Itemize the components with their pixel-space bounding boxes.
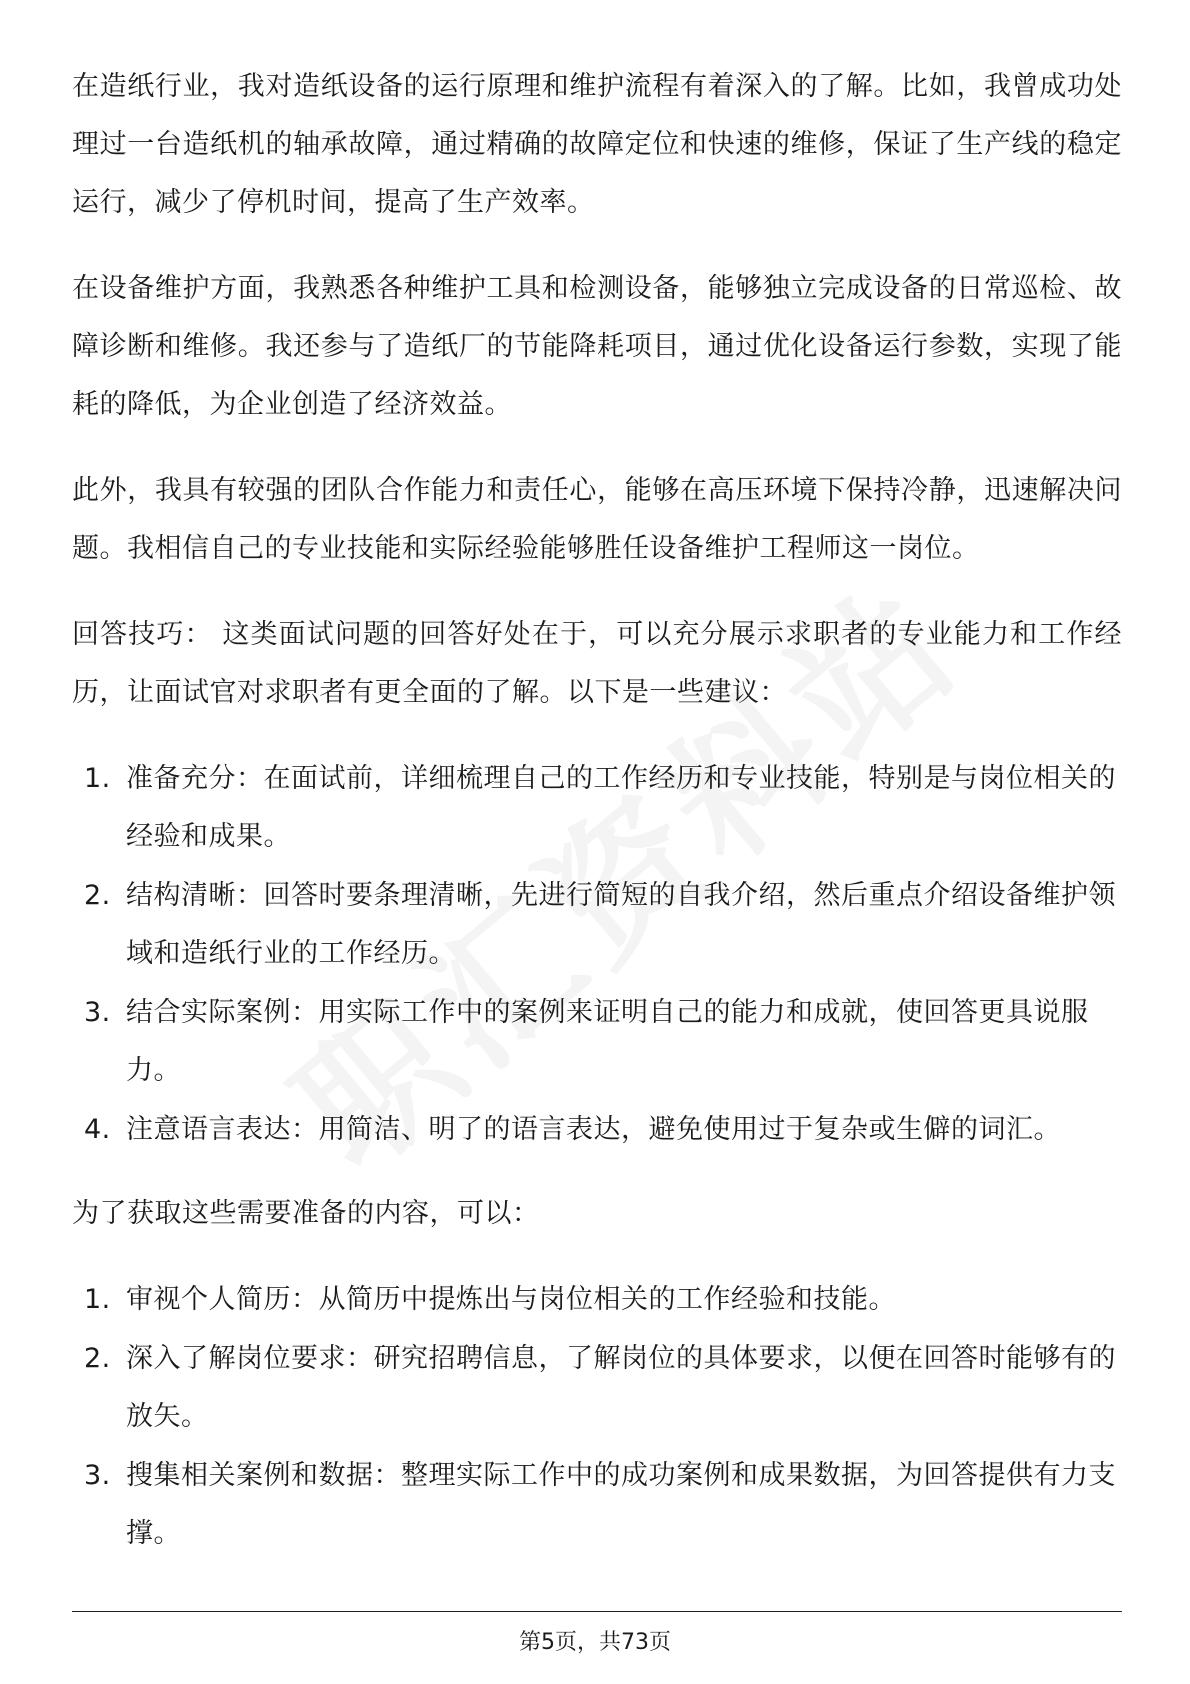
list-item-number: 3. bbox=[84, 1460, 111, 1491]
list-item-text: 搜集相关案例和数据：整理实际工作中的成功案例和成果数据，为回答提供有力支撑。 bbox=[126, 1460, 1116, 1549]
list-item-text: 审视个人简历：从简历中提炼出与岗位相关的工作经验和技能。 bbox=[126, 1284, 896, 1315]
list-item-number: 3. bbox=[84, 997, 111, 1028]
paragraph-experience: 在造纸行业，我对造纸设备的运行原理和维护流程有着深入的了解。比如，我曾成功处理过一台造纸机的轴承故障，通过精确的故障定位和快速的维修，保证了生产线的稳定运行，减少了停机时间，提高了生产效率。 bbox=[72, 71, 1122, 218]
list-item-text: 结构清晰：回答时要条理清晰，先进行简短的自我介绍，然后重点介绍设备维护领域和造纸行业的工作经历。 bbox=[126, 880, 1116, 969]
list-item bbox=[72, 750, 1122, 866]
list-item-number: 2. bbox=[84, 1343, 111, 1374]
paragraph-maintenance: 在设备维护方面，我熟悉各种维护工具和检测设备，能够独立完成设备的日常巡检、故障诊断和维修。我还参与了造纸厂的节能降耗项目，通过优化设备运行参数，实现了能耗的降低，为企业创造了经济效益。 bbox=[72, 273, 1122, 420]
list-item bbox=[72, 1101, 1122, 1159]
tips-list bbox=[72, 750, 1122, 1159]
list-item-number: 1. bbox=[84, 763, 111, 794]
list-item-number: 4. bbox=[84, 1114, 111, 1145]
document-body bbox=[72, 58, 1122, 1589]
paragraph-answer-tips: 回答技巧： 这类面试问题的回答好处在于，可以充分展示求职者的专业能力和工作经历，让面试官对求职者有更全面的了解。以下是一些建议： bbox=[72, 619, 1122, 708]
list-item-number: 2. bbox=[84, 880, 111, 911]
footer-divider bbox=[72, 1611, 1122, 1612]
list-item-text: 准备充分：在面试前，详细梳理自己的工作经历和专业技能，特别是与岗位相关的经验和成果。 bbox=[126, 763, 1116, 852]
paragraph-prep-intro: 为了获取这些需要准备的内容，可以： bbox=[72, 1198, 540, 1229]
prep-steps-list bbox=[72, 1271, 1122, 1563]
page-number: 第5页，共73页 bbox=[519, 1630, 671, 1655]
list-item bbox=[72, 984, 1122, 1100]
list-item bbox=[72, 1330, 1122, 1446]
list-item-number: 1. bbox=[84, 1284, 111, 1315]
list-item bbox=[72, 867, 1122, 983]
list-item-text: 结合实际案例：用实际工作中的案例来证明自己的能力和成就，使回答更具说服力。 bbox=[126, 997, 1089, 1086]
list-item-text: 注意语言表达：用简洁、明了的语言表达，避免使用过于复杂或生僻的词汇。 bbox=[126, 1114, 1061, 1145]
list-item bbox=[72, 1271, 1122, 1329]
list-item-text: 深入了解岗位要求：研究招聘信息，了解岗位的具体要求，以便在回答时能够有的放矢。 bbox=[126, 1343, 1116, 1432]
paragraph-teamwork: 此外，我具有较强的团队合作能力和责任心，能够在高压环境下保持冷静，迅速解决问题。我相信自己的专业技能和实际经验能够胜任设备维护工程师这一岗位。 bbox=[72, 475, 1122, 564]
list-item bbox=[72, 1447, 1122, 1563]
